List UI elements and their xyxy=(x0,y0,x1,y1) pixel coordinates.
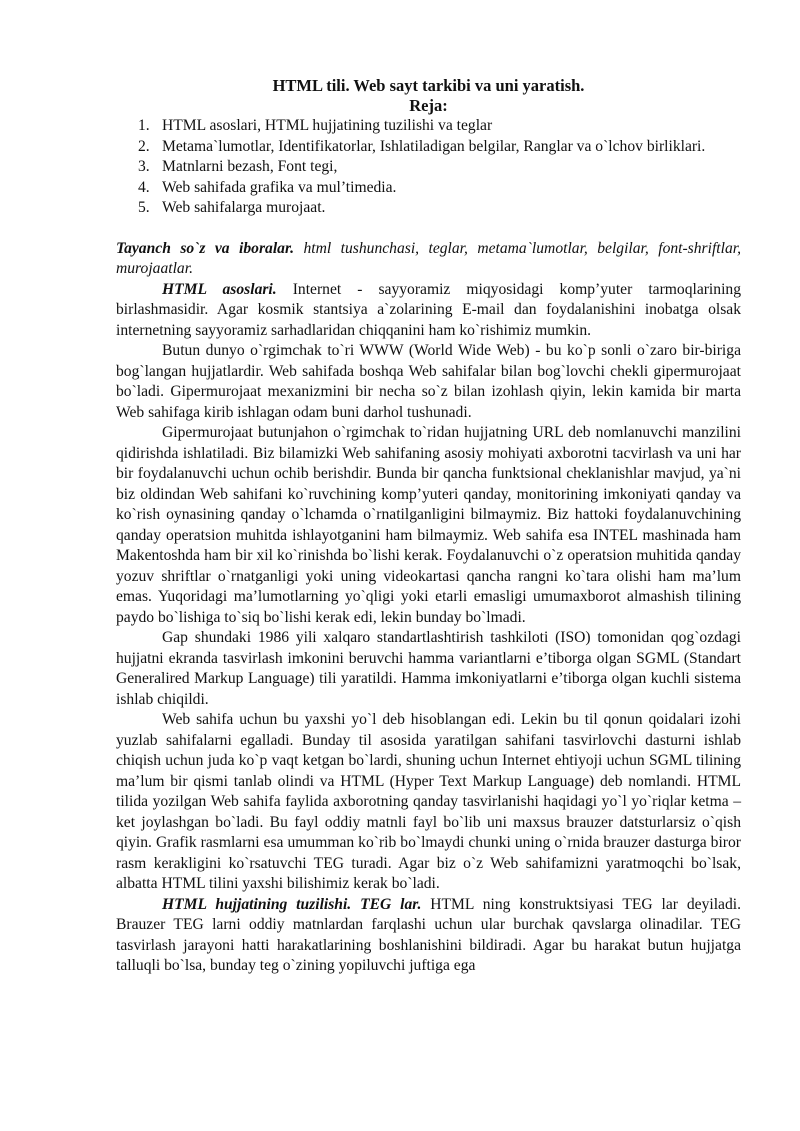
paragraph-heading: HTML asoslari. xyxy=(162,280,277,298)
paragraph-heading: HTML hujjatining tuzilishi. TEG lar. xyxy=(162,895,422,913)
keywords-label: Tayanch so`z va iboralar. xyxy=(116,239,295,257)
keywords-text: html tushunchasi, teglar, metama`lumotlar, belgilar, font-shriftlar, murojaatlar. xyxy=(116,239,741,277)
section-spacer xyxy=(116,219,741,239)
list-item xyxy=(116,116,741,137)
list-item xyxy=(116,157,741,178)
paragraph-text: HTML ning konstruktsiyasi TEG lar deyiladi. Brauzer TEG larni oddiy matnlardan farqlashi uchun ular burchak qavslarga olinadilar. TEG tasvirlash jarayoni hatti harakatlarining boshlanishini bildiradi. Agar bu harakat butun hujjatga talluqli bo`lsa, bunday teg o`zining yopiluvchi juftiga ega xyxy=(116,895,741,974)
paragraph-hyperlinks: Gipermurojaat butunjahon o`rgimchak to`ridan hujjatning URL deb nomlanuvchi manzilini qidirishda ishlatiladi. Biz bilamizki Web sahifaning asosiy mohiyati axborotni tacvirlash va uni har bir foydalanuvchi uchun ochib berishdir. Bunda bir qancha funktsional cheklanishlar mavjud, ya`ni biz oldindan Web sahifani ko`ruvchining komp’yuteri qanday, monitorining imkoniyati qanday va ko`rish oynasining qanday o`lchamda o`rnatilganligini bilmaymiz. Biz hattoki foydalanuvchining qanday operatsion muhitda ishlayotganini ham bilmaymiz. Web sahifa esa INTEL mashinada ham Makentoshda ham bir xil ko`rinishda bo`lishi kerak. Foydalanuvchi o`z operatsion muhitida qanday yozuv shriftlar o`rnatganligi yoki uning videokartasi qancha rangni ko`tara olishi ham ma’lum emas. Yuqoridagi ma’lumotlarning yo`qligi yoki etarli emasligi umumaxborot almashish tilining paydo bo`lishiga to`siq bo`lishi kerak edi, lekin bunday bo`lmadi. xyxy=(116,424,741,626)
paragraph-sgml: Gap shundaki 1986 yili xalqaro standartlashtirish tashkiloti (ISO) tomonidan qog`ozdagi hujjatni ekranda tasvirlash imkonini beruvchi hamma variantlarni e’tiborga olgan SGML (Standart Generalired Markup Language) tili yaratildi. Hamma imkoniyatlarni e’tiborga olgan kuchli sistema ishlab chiqildi. xyxy=(116,629,741,708)
list-item-number: 3. xyxy=(138,158,150,175)
list-item-text: Matnlarni bezash, Font tegi, xyxy=(162,158,338,175)
list-item-number: 1. xyxy=(138,117,150,134)
list-item xyxy=(116,178,741,199)
list-item-number: 4. xyxy=(138,178,150,196)
list-item-text: Metama`lumotlar, Identifikatorlar, Ishlatiladigan belgilar, Ranglar va o`lchov birliklari. xyxy=(162,137,706,155)
paragraph-tags xyxy=(116,895,741,977)
paragraph-text: Internet - sayyoramiz miqyosidagi komp’yuter tarmoqlarining birlashmasidir. Agar kosmik stantsiya a`zolarining E-mail dan foydalanishini inobatga olsak internetning sayyoramiz sarhadlaridan chiqqanini ham ko`rishimiz mumkin. xyxy=(116,280,741,339)
paragraph-html-origin: Web sahifa uchun bu yaxshi yo`l deb hisoblangan edi. Lekin bu til qonun qoidalari izohi yuzlab sahifalarni egalladi. Bunday til asosida yaratilgan sahifani tasvirlovchi dasturni ishlab chiqish uchun juda ko`p vaqt ketgan bo`lardi, shuning uchun Internet ehtiyoji uchun SGML tilining ma’lum bir qismi tanlab olindi va HTML (Hyper Text Markup Language) deb nomlandi. HTML tilida yozilgan Web sahifa faylida axborotning qanday tasvirlanishi haqidagi yo`l yo`riqlar ketma – ket joylashgan bo`ladi. Bu fayl oddiy matnli fayl bo`lib uni maxsus brauzer datsturlarsiz o`qish qiyin. Grafik rasmlarni esa umumman ko`rib bo`lmaydi chunki uning o`rnida brauzer dasturga biror rasm kerakligini ko`rsatuvchi TEG turadi. Agar biz o`z Web sahifamizni yaratmoqchi bo`lsak, albatta HTML tilini yaxshi bilishimiz kerak bo`ladi. xyxy=(116,711,741,892)
list-item-text: Web sahifalarga murojaat. xyxy=(162,199,326,216)
plan-list xyxy=(116,116,741,219)
paragraph-html-basics xyxy=(116,280,741,342)
keywords-paragraph xyxy=(116,239,741,280)
list-item-number: 5. xyxy=(138,199,150,216)
paragraph-www: Butun dunyo o`rgimchak to`ri WWW (World Wide Web) - bu ko`p sonli o`zaro bir-biriga bog`langan hujjatlardir. Web sahifada boshqa Web sahifalar bilan bog`lovchi chekli gipermurojaat bo`ladi. Gipermurojaat mexanizmini bir necha so`z bilan izohlash qiyin, lekin kamida bir marta Web sahifaga kirib ishlagan odam buni darhol tushunadi. xyxy=(116,342,741,421)
list-item-text: HTML asoslari, HTML hujjatining tuzilishi va teglar xyxy=(162,117,493,134)
list-item-number: 2. xyxy=(138,137,150,155)
document-page xyxy=(116,76,741,977)
list-item-text: Web sahifada grafika va mul’timedia. xyxy=(162,178,397,196)
page-title: HTML tili. Web sayt tarkibi va uni yaratish. xyxy=(272,76,585,95)
plan-heading: Reja: xyxy=(409,96,448,115)
list-item xyxy=(116,137,741,158)
list-item xyxy=(116,198,741,219)
